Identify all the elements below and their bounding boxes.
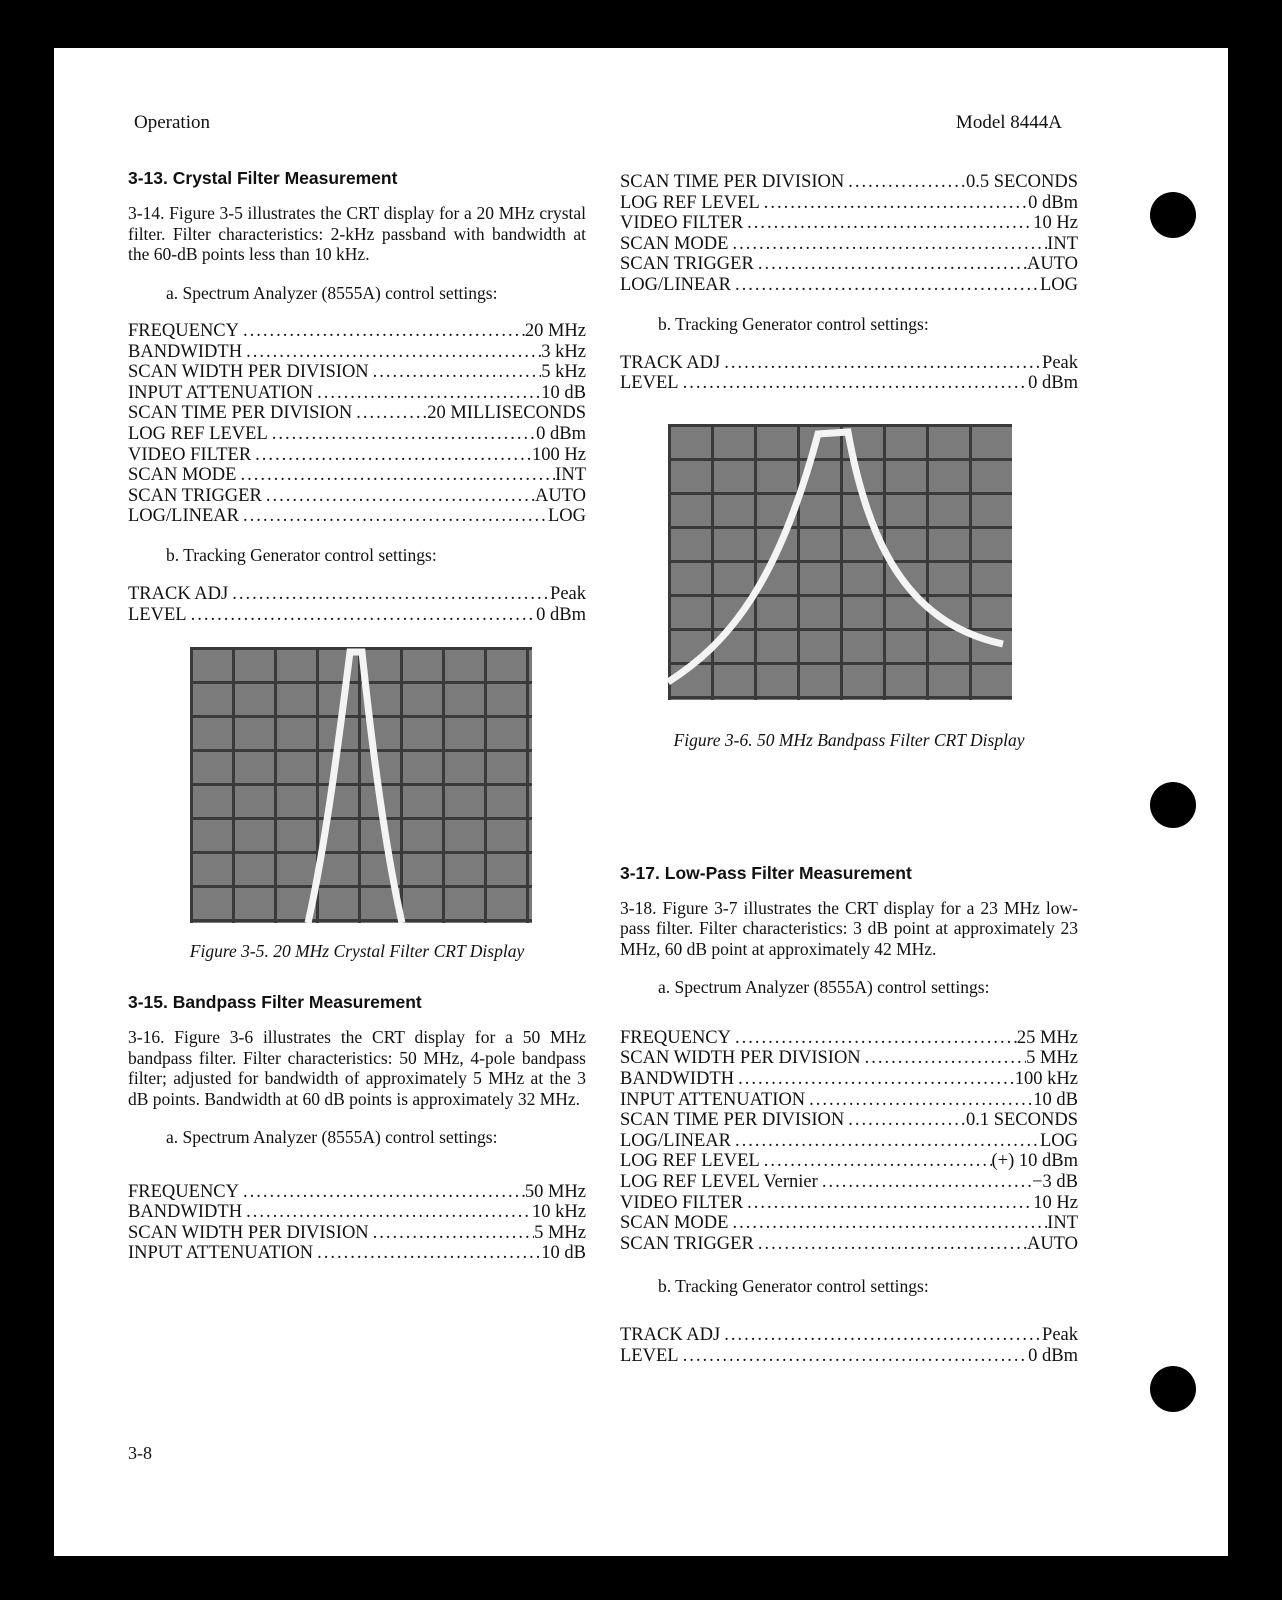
leader-dots (228, 584, 550, 605)
leader-dots (754, 1234, 1027, 1255)
figure-caption: Figure 3-5. 20 MHz Crystal Filter CRT Display (189, 941, 525, 962)
setting-label: SCAN TRIGGER (620, 254, 754, 275)
leader-dots (728, 1213, 1047, 1234)
figure-caption: Figure 3-6. 50 MHz Bandpass Filter CRT Display (673, 729, 1025, 750)
setting-row (620, 1346, 1078, 1367)
setting-value: INT (1047, 233, 1078, 254)
left-column (128, 168, 586, 1282)
setting-value: Peak (1042, 1325, 1078, 1346)
setting-row (620, 213, 1078, 234)
leader-dots (239, 506, 548, 527)
leader-dots (731, 1131, 1040, 1152)
paragraph-3-14: 3-14. Figure 3-5 illustrates the CRT display for a 20 MHz crystal filter. Filter characteristics: 2-kHz passband with bandwidth at the 60-dB points less than 10 kHz. (128, 203, 586, 264)
setting-label: SCAN WIDTH PER DIVISION (128, 1222, 369, 1243)
setting-row (128, 342, 586, 363)
leader-dots (731, 275, 1040, 296)
setting-value: 10 dB (541, 1243, 586, 1264)
setting-label: TRACK ADJ (620, 1325, 721, 1346)
setting-value: 50 MHz (524, 1181, 586, 1202)
figure-3-6-crt (668, 424, 1012, 700)
setting-row (128, 1182, 586, 1203)
setting-label: SCAN MODE (620, 233, 729, 254)
setting-label: SCAN TIME PER DIVISION (620, 172, 845, 192)
setting-row (128, 1243, 586, 1264)
leader-dots (754, 254, 1027, 275)
setting-label: SCAN TRIGGER (620, 1233, 754, 1254)
setting-row (128, 445, 586, 466)
setting-label: TRACK ADJ (620, 352, 721, 373)
setting-row (128, 506, 586, 527)
settings-list (620, 1325, 1078, 1366)
setting-label: SCAN TRIGGER (128, 485, 262, 506)
setting-value: 10 Hz (1033, 1192, 1078, 1213)
setting-row (620, 193, 1078, 214)
punch-hole (1150, 192, 1196, 238)
section-title-3-15: 3-15. Bandpass Filter Measurement (128, 992, 422, 1013)
leader-dots (743, 213, 1033, 234)
setting-label: LOG REF LEVEL (128, 423, 268, 444)
setting-label: TRACK ADJ (128, 583, 229, 604)
setting-value: 100 kHz (1014, 1068, 1078, 1089)
setting-row (128, 605, 586, 626)
setting-value: LOG (1039, 274, 1078, 295)
sub-a-label: a. Spectrum Analyzer (8555A) control settings: (166, 1127, 498, 1148)
paragraph-3-18: 3-18. Figure 3-7 illustrates the CRT display for a 23 MHz low-pass filter. Filter characteristics: 3 dB point at approximately 23 MHz, 60 dB point at approximately 42 MHz. (620, 897, 1078, 959)
setting-value: 5 kHz (541, 362, 586, 383)
figure-3-5-crt (190, 647, 532, 923)
setting-row (620, 373, 1078, 394)
setting-label: FREQUENCY (620, 1027, 732, 1048)
settings-list (128, 321, 586, 527)
setting-row (128, 424, 586, 445)
leader-dots (743, 1193, 1033, 1214)
leader-dots (239, 321, 525, 342)
setting-label: VIDEO FILTER (620, 213, 744, 234)
right-column (620, 172, 1078, 1384)
setting-value: 20 MILLISECONDS (427, 403, 586, 424)
section-title-3-13: 3-13. Crystal Filter Measurement (128, 168, 398, 188)
setting-row (620, 1028, 1078, 1049)
leader-dots (313, 383, 541, 404)
setting-row (620, 1131, 1078, 1152)
leader-dots (239, 1182, 525, 1203)
leader-dots (251, 445, 532, 466)
setting-label: SCAN WIDTH PER DIVISION (128, 362, 369, 383)
sub-a-label: a. Spectrum Analyzer (8555A) control settings: (658, 977, 990, 998)
setting-value: 0.5 SECONDS (965, 172, 1078, 192)
running-header-right: Model 8444A (955, 112, 1062, 133)
leader-dots (679, 1346, 1029, 1367)
setting-value: 10 Hz (1033, 213, 1078, 234)
setting-row (620, 254, 1078, 275)
setting-row (620, 353, 1078, 374)
setting-row (620, 1110, 1078, 1131)
setting-label: BANDWIDTH (128, 1202, 243, 1223)
leader-dots (734, 1069, 1015, 1090)
setting-row (620, 1090, 1078, 1111)
leader-dots (187, 605, 537, 626)
setting-row (128, 362, 586, 383)
setting-row (128, 486, 586, 507)
setting-value: 10 dB (1033, 1089, 1078, 1110)
setting-label: LEVEL (620, 373, 679, 394)
leader-dots (805, 1090, 1033, 1111)
leader-dots (679, 373, 1029, 394)
setting-value: 0 dBm (536, 604, 586, 625)
setting-label: LEVEL (620, 1345, 679, 1366)
page-number: 3-8 (128, 1443, 152, 1463)
setting-row (128, 383, 586, 404)
sub-b-label: b. Tracking Generator control settings: (658, 1276, 929, 1297)
setting-value: 0 dBm (1028, 373, 1078, 394)
setting-row (620, 1048, 1078, 1069)
setting-value: INT (1047, 1213, 1078, 1234)
settings-list (620, 1028, 1078, 1255)
setting-value: −3 dB (1032, 1171, 1078, 1192)
punch-hole (1150, 1366, 1196, 1412)
leader-dots (861, 1048, 1026, 1069)
setting-label: INPUT ATTENUATION (128, 382, 314, 403)
leader-dots (818, 1172, 1032, 1193)
setting-label: LOG/LINEAR (620, 274, 731, 295)
setting-label: SCAN MODE (128, 465, 237, 486)
setting-value: (+) 10 dBm (991, 1151, 1078, 1172)
setting-label: FREQUENCY (128, 321, 240, 341)
setting-label: INPUT ATTENUATION (128, 1243, 314, 1264)
leader-dots (760, 1151, 992, 1172)
setting-row (128, 403, 586, 424)
setting-row (620, 1193, 1078, 1214)
setting-value: 5 MHz (1026, 1048, 1078, 1069)
leader-dots (313, 1243, 541, 1264)
setting-label: BANDWIDTH (128, 341, 243, 362)
setting-row (128, 465, 586, 486)
setting-value: LOG (1039, 1130, 1078, 1151)
setting-value: 20 MHz (524, 321, 586, 341)
setting-row (620, 1151, 1078, 1172)
leader-dots (720, 1325, 1042, 1346)
setting-value: 0 dBm (1028, 1345, 1078, 1366)
setting-value: Peak (1042, 352, 1078, 373)
setting-row (620, 1325, 1078, 1346)
leader-dots (844, 1110, 966, 1131)
setting-row (128, 321, 586, 342)
setting-row (620, 1213, 1078, 1234)
setting-label: SCAN TIME PER DIVISION (620, 1110, 845, 1131)
settings-list (128, 1182, 586, 1264)
setting-value: 25 MHz (1016, 1027, 1078, 1048)
leader-dots (369, 1223, 534, 1244)
setting-label: VIDEO FILTER (620, 1192, 744, 1213)
leader-dots (242, 342, 541, 363)
setting-row (620, 1069, 1078, 1090)
setting-value: 5 MHz (534, 1222, 586, 1243)
leader-dots (720, 353, 1042, 374)
setting-value: LOG (547, 506, 586, 527)
setting-label: VIDEO FILTER (128, 444, 252, 465)
setting-value: 10 dB (541, 382, 586, 403)
setting-label: SCAN WIDTH PER DIVISION (620, 1048, 861, 1069)
running-header-left: Operation (134, 112, 210, 133)
section-title-3-17: 3-17. Low-Pass Filter Measurement (620, 862, 912, 883)
setting-row (620, 1234, 1078, 1255)
setting-label: SCAN TIME PER DIVISION (128, 403, 353, 424)
setting-label: FREQUENCY (128, 1181, 240, 1202)
punch-hole (1150, 782, 1196, 828)
setting-label: LOG REF LEVEL Vernier (620, 1171, 818, 1192)
sub-b-label: b. Tracking Generator control settings: (166, 544, 437, 565)
setting-label: SCAN MODE (620, 1213, 729, 1234)
paragraph-3-16: 3-16. Figure 3-6 illustrates the CRT display for a 50 MHz bandpass filter. Filter characteristics: 50 MHz, 4-pole bandpass filter; adjusted for bandwidth of approximately 5 MHz at the 3 dB points. Bandwidth at 60 dB points is approximately 32 MHz. (128, 1027, 586, 1109)
leader-dots (242, 1202, 532, 1223)
setting-value: 0 dBm (1028, 192, 1078, 213)
setting-value: AUTO (1026, 1233, 1078, 1254)
leader-dots (262, 486, 535, 507)
setting-value: AUTO (534, 485, 586, 506)
leader-dots (844, 172, 966, 193)
setting-value: INT (555, 465, 586, 486)
settings-list (128, 584, 586, 625)
leader-dots (728, 234, 1047, 255)
setting-row (620, 1172, 1078, 1193)
setting-value: 10 kHz (532, 1202, 586, 1223)
settings-list (620, 172, 1078, 296)
leader-dots (352, 403, 427, 424)
document-page (54, 48, 1228, 1556)
sub-b-label: b. Tracking Generator control settings: (658, 313, 929, 334)
leader-dots (760, 193, 1028, 214)
setting-value: 3 kHz (541, 341, 586, 362)
setting-row (128, 1202, 586, 1223)
setting-label: LOG/LINEAR (128, 506, 239, 527)
setting-label: LOG/LINEAR (620, 1130, 731, 1151)
setting-value: AUTO (1026, 254, 1078, 275)
crt-display-image (668, 424, 1012, 700)
setting-row (620, 234, 1078, 255)
setting-label: LOG REF LEVEL (620, 1151, 760, 1172)
setting-row (128, 1223, 586, 1244)
setting-row (620, 275, 1078, 296)
setting-value: 0.1 SECONDS (965, 1110, 1078, 1131)
setting-value: Peak (550, 583, 586, 604)
leader-dots (731, 1028, 1017, 1049)
settings-list (620, 353, 1078, 394)
setting-label: INPUT ATTENUATION (620, 1089, 806, 1110)
setting-label: LEVEL (128, 604, 187, 625)
sub-a-label: a. Spectrum Analyzer (8555A) control settings: (166, 282, 498, 303)
crt-display-image (190, 647, 532, 923)
setting-row (620, 172, 1078, 193)
leader-dots (268, 424, 536, 445)
setting-value: 0 dBm (536, 423, 586, 444)
leader-dots (236, 465, 555, 486)
setting-label: LOG REF LEVEL (620, 192, 760, 213)
leader-dots (369, 362, 542, 383)
setting-label: BANDWIDTH (620, 1068, 735, 1089)
setting-value: 100 Hz (532, 444, 586, 465)
setting-row (128, 584, 586, 605)
